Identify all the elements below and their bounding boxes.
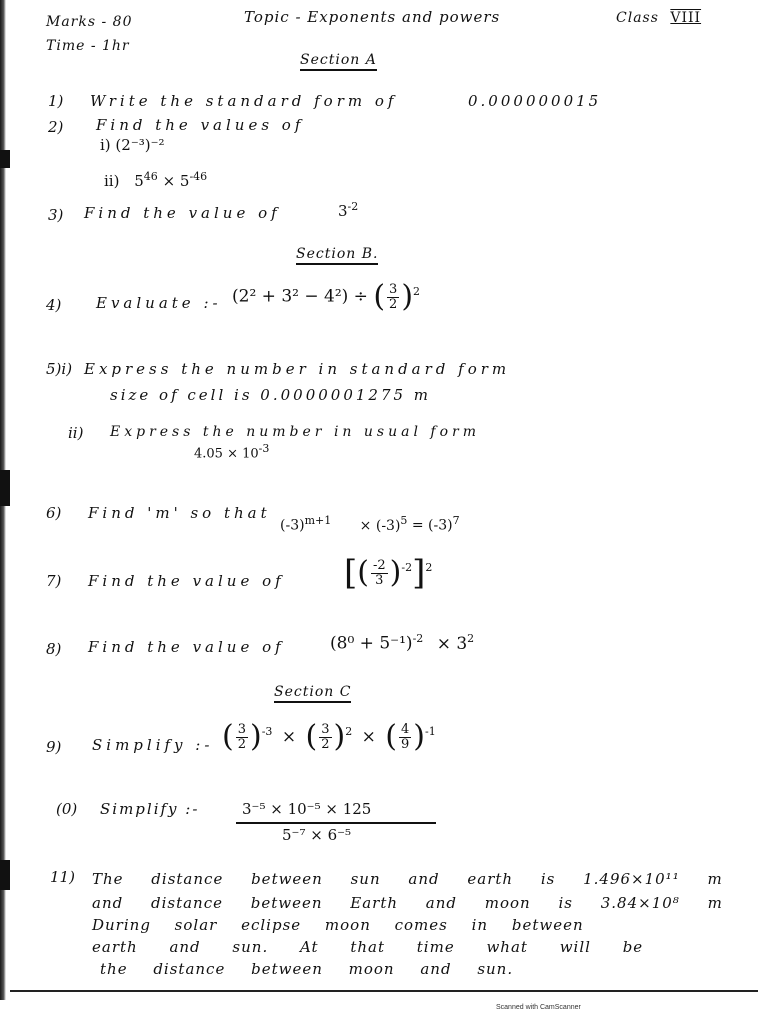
q3-exp: -2	[347, 200, 359, 213]
q6-expr	[280, 514, 460, 534]
q7-frac-den: 3	[375, 572, 384, 588]
q9-f2-den: 2	[321, 736, 330, 752]
q4-frac-den: 2	[389, 296, 398, 312]
q6-text: Find 'm' so that	[88, 504, 271, 522]
q9-f1-den: 2	[237, 736, 246, 752]
q1-text: Write the standard form of	[90, 92, 398, 110]
q2-text: Find the values of	[96, 116, 305, 134]
question-number: (0)	[56, 800, 78, 818]
q4-expr-main: (2² + 3² − 4²) ÷	[232, 286, 368, 307]
q11-line: The distance between sun and earth is 1.496×10¹¹ m	[92, 870, 723, 888]
question-number: 4)	[46, 296, 62, 314]
scan-mark	[0, 150, 10, 168]
question-number: 11)	[50, 868, 75, 886]
question-number: 9)	[46, 738, 62, 756]
q9-e1: -3	[261, 724, 273, 738]
q4-frac-num: 3	[389, 281, 398, 297]
q5-line2: size of cell is 0.0000001275 m	[110, 386, 432, 404]
q5-ii-text: Express the number in usual form	[110, 424, 480, 440]
q9-e2: 2	[345, 724, 353, 738]
q11-line: During solar eclipse moon comes in between	[92, 916, 584, 934]
q7-text: Find the value of	[88, 572, 285, 590]
q8-expr	[330, 632, 474, 654]
q2-ii-base1: 5	[134, 172, 144, 190]
q7-inner-exp: -2	[401, 560, 413, 574]
q10-denominator: 5⁻⁷ × 6⁻⁵	[282, 826, 352, 844]
q5-text: Express the number in standard form	[84, 360, 511, 378]
q9-text: Simplify :-	[92, 736, 214, 754]
q8-main: (8⁰ + 5⁻¹)	[330, 633, 413, 654]
question-number: 8)	[46, 640, 62, 658]
q4-expr: (2² + 3² − 4²) ÷ ( $\frac{3}{2}$ )$^2$	[232, 279, 421, 314]
q2-part-ii	[104, 170, 207, 190]
q5-ii-val: 4.05 × 10	[194, 446, 259, 462]
q11-line: and distance between Earth and moon is 3.84×10⁸ m	[92, 894, 723, 912]
q9-times: ×	[361, 726, 376, 747]
q7-frac-num: -2	[372, 557, 386, 573]
q9-f3-num: 4	[401, 721, 410, 737]
q9-f2-num: 3	[321, 721, 330, 737]
q5-ii-exp: -3	[258, 442, 270, 455]
q6-b1: (-3)	[280, 517, 305, 534]
q2-ii-exp1: 46	[143, 170, 158, 183]
question-number: 2)	[48, 118, 64, 136]
section-b-heading: Section B.	[296, 246, 378, 265]
class-value: VIII	[670, 10, 702, 26]
scan-mark	[0, 470, 10, 506]
class-label-text: Class	[616, 10, 659, 26]
q2-ii-label: ii)	[104, 172, 120, 190]
q10-fraction-bar	[236, 822, 436, 824]
marks-label: Marks - 80	[46, 14, 133, 30]
q6-e1: m+1	[304, 514, 332, 527]
q3-text: Find the value of	[84, 204, 281, 222]
question-number: 7)	[46, 572, 62, 590]
q8-text: Find the value of	[88, 638, 285, 656]
question-number: 5)i)	[46, 360, 73, 378]
class-label	[616, 10, 701, 26]
section-c-heading: Section C	[274, 684, 351, 703]
q2-part-i: i) (2⁻³)⁻²	[100, 136, 165, 154]
q11-line: the distance between moon and sun.	[100, 960, 514, 978]
q3-expr	[338, 200, 358, 220]
q8-tail: × 3	[436, 633, 468, 654]
q10-numerator: 3⁻⁵ × 10⁻⁵ × 125	[242, 800, 372, 818]
q5-ii-value	[194, 442, 269, 461]
question-number: 3)	[48, 206, 64, 224]
q9-e3: -1	[425, 724, 436, 738]
q7-expr: [( $\frac{-2}{3}$ )$^{-2}$]$^2$	[344, 553, 433, 593]
scan-mark	[0, 860, 10, 890]
q3-base: 3	[338, 202, 348, 220]
q8-tail-exp: 2	[467, 632, 475, 645]
q6-e2: 5	[400, 514, 408, 527]
q10-text: Simplify :-	[100, 800, 200, 818]
time-label: Time - 1hr	[46, 38, 130, 54]
question-number: 6)	[46, 504, 62, 522]
page-bottom-edge	[10, 990, 758, 992]
section-a-heading: Section A	[300, 52, 377, 71]
q7-outer-exp: 2	[425, 560, 433, 574]
scanner-watermark: Scanned with CamScanner	[496, 1004, 581, 1011]
q6-e3: 7	[452, 514, 460, 527]
q9-expr: ( $\frac{3}{2}$ )$^{-3}$ × ( $\frac{3}{2}$ )$^2$ × ( $\frac{4}{9}$ )$^{-1}$	[222, 719, 436, 754]
q6-b3: = (-3)	[411, 517, 453, 534]
question-number: 1)	[48, 92, 64, 110]
q9-f1-num: 3	[237, 721, 246, 737]
q4-exp: 2	[413, 284, 421, 298]
q11-line: earth and sun. At that time what will be	[92, 938, 644, 956]
q6-b2: × (-3)	[359, 517, 401, 534]
q9-times: ×	[281, 726, 297, 747]
q1-value: 0.000000015	[468, 92, 602, 110]
q8-exp: -2	[412, 632, 424, 645]
q4-text: Evaluate :-	[96, 294, 222, 312]
topic-title: Topic - Exponents and powers	[244, 8, 501, 26]
q5-ii-label: ii)	[68, 424, 84, 442]
q9-f3-den: 9	[401, 736, 410, 752]
q2-ii-exp2: -46	[189, 170, 208, 183]
q2-ii-base2: × 5	[162, 172, 190, 190]
